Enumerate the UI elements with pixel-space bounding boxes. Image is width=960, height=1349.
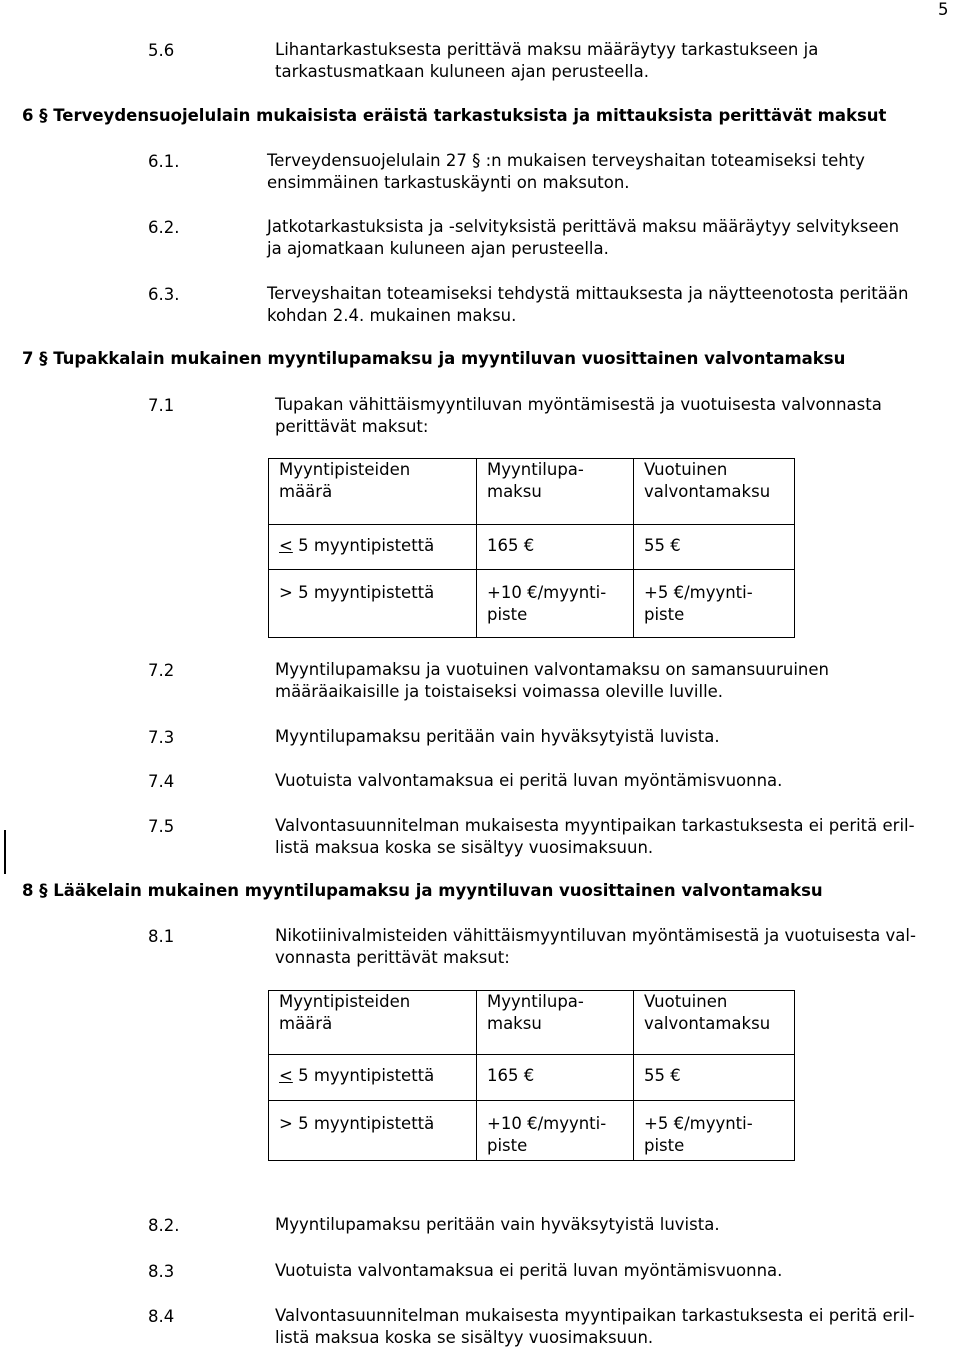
table-row [269, 570, 795, 638]
item-text [275, 1260, 782, 1282]
item-number: 6.2. [148, 218, 180, 237]
page-number: 5 [938, 0, 949, 19]
text-line: Valvontasuunnitelman mukaisesta myyntipaikan tarkastuksesta ei peritä eril- [275, 1306, 915, 1325]
text-line: kohdan 2.4. mukainen maksu. [267, 306, 517, 325]
item-number: 5.6 [148, 41, 175, 60]
text-line: listä maksua koska se sisältyy vuosimaksuun. [275, 1328, 654, 1347]
text-line: Vuotuista valvontamaksua ei peritä luvan myöntämisvuonna. [275, 771, 783, 790]
item-text [275, 726, 720, 748]
item-text [275, 770, 782, 792]
table-cell: +5 €/myynti- piste [634, 1101, 795, 1161]
item-text [267, 216, 899, 260]
text-line: Myyntilupamaksu peritään vain hyväksytyistä luvista. [275, 727, 720, 746]
item-number: 6.3. [148, 285, 180, 304]
table-row [269, 1055, 795, 1101]
table-cell: 165 € [477, 1055, 634, 1101]
section-heading-6: 6 § Terveydensuojelulain mukaisista eräistä tarkastuksista ja mittauksista perittävät maksut [22, 106, 887, 125]
table-header-row [269, 991, 795, 1055]
item-number: 7.5 [148, 817, 175, 836]
item-text [275, 1214, 720, 1236]
item-number: 7.1 [148, 396, 175, 415]
table-header-cell: Myyntilupa- maksu [477, 991, 634, 1055]
item-text [275, 1305, 915, 1349]
item-text [275, 659, 829, 703]
table-header-cell: Myyntilupa- maksu [477, 459, 634, 525]
text-line: Terveydensuojelulain 27 § :n mukaisen terveyshaitan toteamiseksi tehty [267, 151, 865, 170]
text-line: perittävät maksut: [275, 417, 429, 436]
table-cell: 55 € [634, 1055, 795, 1101]
section-heading-8: 8 § Lääkelain mukainen myyntilupamaksu ja myyntiluvan vuosittainen valvontamaksu [22, 881, 823, 900]
item-text [275, 39, 818, 83]
text-line: Lihantarkastuksesta perittävä maksu määräytyy tarkastukseen ja [275, 40, 819, 59]
text-line: Myyntilupamaksu ja vuotuinen valvontamaksu on samansuuruinen [275, 660, 829, 679]
table-cell: < 5 myyntipistettä [269, 1055, 477, 1101]
item-number: 7.2 [148, 661, 175, 680]
item-number: 8.2. [148, 1216, 180, 1235]
text-line: Nikotiinivalmisteiden vähittäismyyntiluvan myöntämisestä ja vuotuisesta val- [275, 926, 916, 945]
text-line: ja ajomatkaan kuluneen ajan perusteella. [267, 239, 609, 258]
table-header-row [269, 459, 795, 525]
table-cell: +5 €/myynti- piste [634, 570, 795, 638]
text-line: Tupakan vähittäismyyntiluvan myöntämisestä ja vuotuisesta valvonnasta [275, 395, 882, 414]
table-cell: > 5 myyntipistettä [269, 570, 477, 638]
table-header-cell: Myyntipisteiden määrä [269, 991, 477, 1055]
item-number: 7.3 [148, 728, 175, 747]
table-row [269, 1101, 795, 1161]
item-text [275, 815, 915, 859]
item-number: 6.1. [148, 152, 180, 171]
text-line: Myyntilupamaksu peritään vain hyväksytyistä luvista. [275, 1215, 720, 1234]
section-heading-7: 7 § Tupakkalain mukainen myyntilupamaksu ja myyntiluvan vuosittainen valvontamaksu [22, 349, 846, 368]
nicotine-fee-table [268, 990, 795, 1161]
text-line: listä maksua koska se sisältyy vuosimaksuun. [275, 838, 654, 857]
item-number: 8.1 [148, 927, 175, 946]
table-row [269, 525, 795, 570]
text-line: määräaikaisille ja toistaiseksi voimassa oleville luville. [275, 682, 724, 701]
text-line: Jatkotarkastuksista ja -selvityksistä perittävä maksu määräytyy selvitykseen [267, 217, 900, 236]
tobacco-fee-table [268, 458, 795, 638]
table-cell: > 5 myyntipistettä [269, 1101, 477, 1161]
item-number: 7.4 [148, 772, 175, 791]
table-cell: 165 € [477, 525, 634, 570]
revision-bar [4, 830, 6, 874]
text-line: Terveyshaitan toteamiseksi tehdystä mittauksesta ja näytteenotosta peritään [267, 284, 909, 303]
text-line: Vuotuista valvontamaksua ei peritä luvan myöntämisvuonna. [275, 1261, 783, 1280]
table-cell: 55 € [634, 525, 795, 570]
item-text [267, 150, 865, 194]
table-header-cell: Vuotuinen valvontamaksu [634, 991, 795, 1055]
table-cell: +10 €/myynti- piste [477, 1101, 634, 1161]
table-cell: +10 €/myynti- piste [477, 570, 634, 638]
item-text [275, 925, 916, 969]
item-number: 8.4 [148, 1307, 175, 1326]
table-header-cell: Vuotuinen valvontamaksu [634, 459, 795, 525]
table-header-cell: Myyntipisteiden määrä [269, 459, 477, 525]
item-text [267, 283, 908, 327]
text-line: vonnasta perittävät maksut: [275, 948, 510, 967]
table-cell: < 5 myyntipistettä [269, 525, 477, 570]
text-line: Valvontasuunnitelman mukaisesta myyntipaikan tarkastuksesta ei peritä eril- [275, 816, 915, 835]
item-text [275, 394, 882, 438]
text-line: ensimmäinen tarkastuskäynti on maksuton. [267, 173, 630, 192]
item-number: 8.3 [148, 1262, 175, 1281]
text-line: tarkastusmatkaan kuluneen ajan perusteella. [275, 62, 649, 81]
